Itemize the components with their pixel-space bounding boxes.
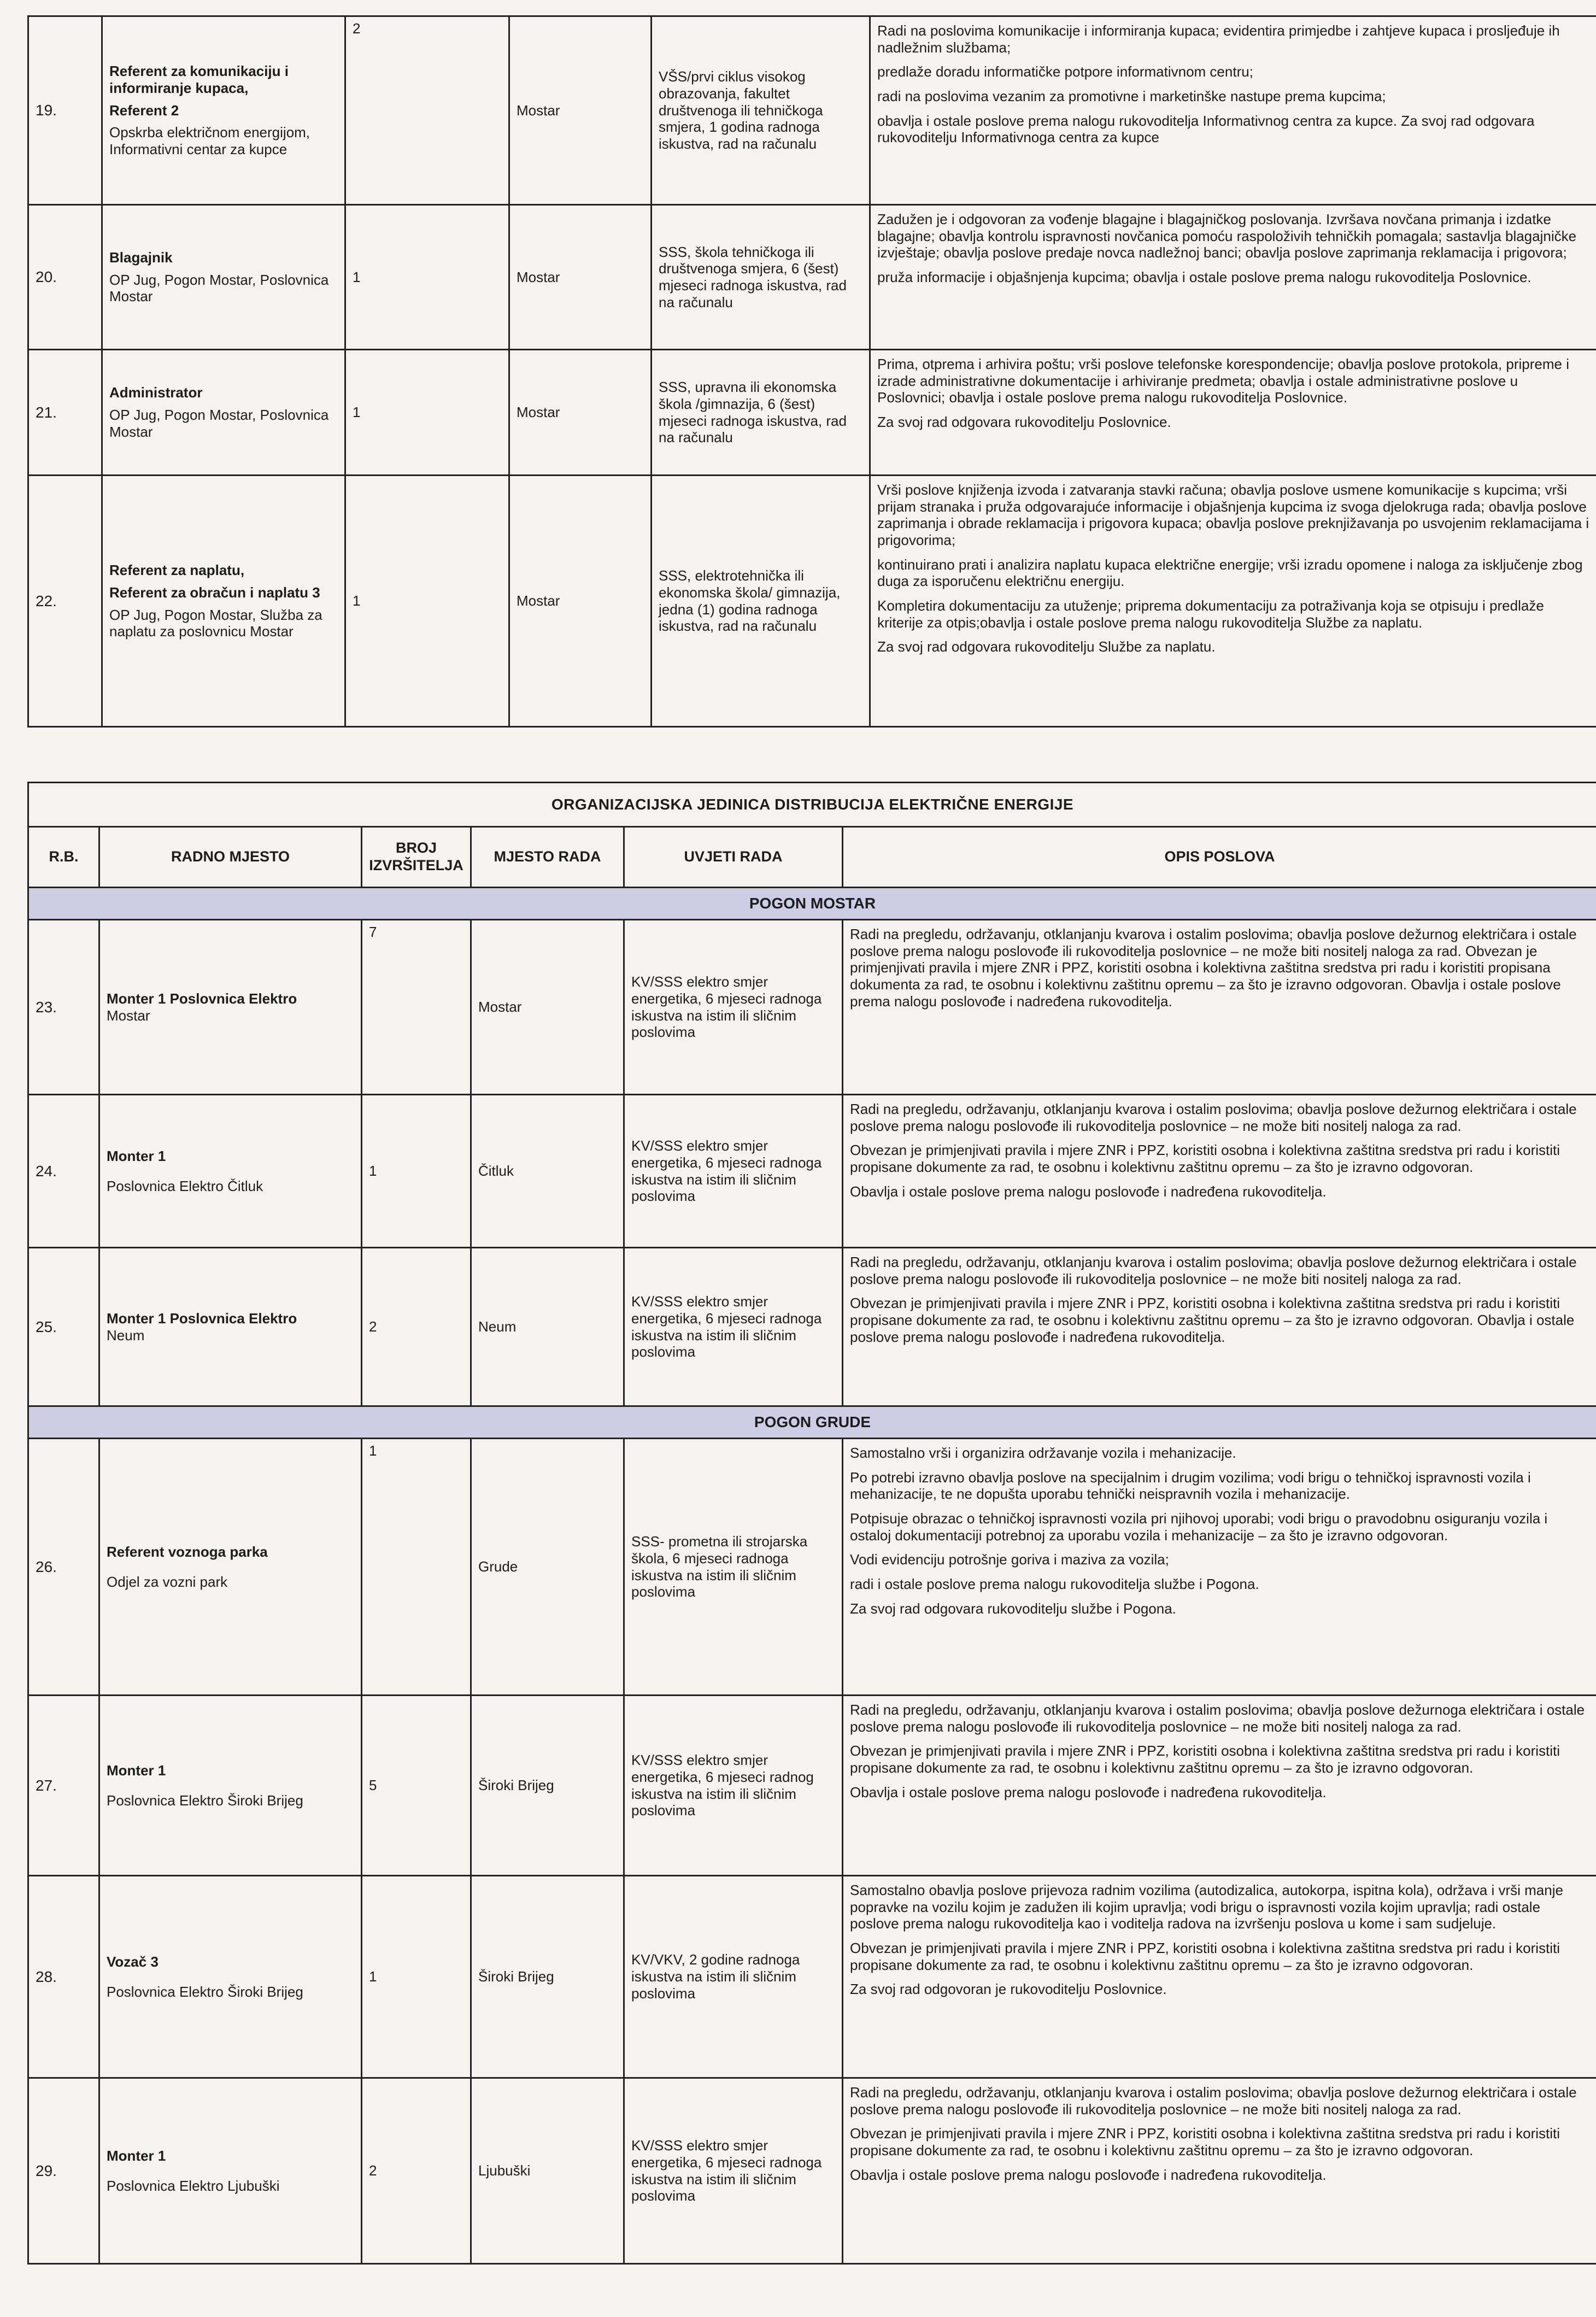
position-cell (99, 1248, 362, 1406)
duty-paragraph: Za svoj rad odgovara rukovoditelju Poslovnice. (877, 414, 1171, 431)
row-number: 19. (28, 16, 102, 205)
duty-paragraph: Obvezan je primjenjivati pravila i mjere ZNR i PPZ, koristiti osobna i kolektivna zaštitna sredstva pri radu i koristiti propisane dokumente za rad, te osobnu i kolektivnu zaštitnu opremu – za što je izravno odgovoran. (850, 1940, 1560, 1973)
work-location: Mostar (509, 205, 652, 350)
position-title: Referent za obračun i naplatu 3 (109, 584, 320, 601)
organizational-unit: OP Jug, Pogon Mostar, Služba za naplatu za poslovnicu Mostar (109, 606, 322, 640)
job-description (843, 1095, 1596, 1248)
duty-paragraph: radi i ostale poslove prema nalogu rukovoditelja službe i Pogona. (850, 1576, 1259, 1593)
duty-paragraph: Radi na pregledu, održavanju, otklanjanju kvarova i ostalim poslovima; obavlja poslove dežurnoga električara i ostale poslove prema nalogu poslovođe ili rukovoditelja poslovnice – ne može biti nositelj naloga za rad. (850, 1702, 1585, 1735)
position-title: Referent 2 (109, 102, 179, 119)
job-description (870, 350, 1596, 476)
table-row (28, 1095, 1596, 1248)
work-location: Ljubuški (471, 2078, 624, 2264)
work-conditions: KV/SSS elektro smjer energetika, 6 mjeseci radnoga iskustva na istim ili sličnim poslovima (624, 1248, 843, 1406)
employee-count: 1 (362, 1095, 471, 1248)
job-description (843, 1876, 1596, 2078)
row-number: 26. (28, 1439, 99, 1696)
row-number: 20. (28, 205, 102, 350)
job-description (843, 1439, 1596, 1696)
row-number: 21. (28, 350, 102, 476)
duty-paragraph: Radi na poslovima komunikacije i informiranja kupaca; evidentira primjedbe i zahtjeve kupaca i prosljeđuje ih nadležnim službama; (877, 22, 1560, 56)
position-title: Referent za komunikaciju i informiranje kupaca, (109, 63, 289, 96)
duty-paragraph: Radi na pregledu, održavanju, otklanjanju kvarova i ostalim poslovima; obavlja poslove dežurnog električara i ostale poslove prema nalogu poslovođe ili rukovoditelja poslovnice – ne može biti nositelj naloga za rad. (850, 1254, 1577, 1287)
position-title: Vozač 3 (107, 1953, 159, 1970)
employee-count: 5 (362, 1696, 471, 1876)
duty-paragraph: Obvezan je primjenjivati pravila i mjere ZNR i PPZ, koristiti osobna i kolektivna zaštitna sredstva pri radu i koristiti propisane dokumente za rad, te osobnu i kolektivnu zaštitnu opremu – za što je izravno odgovoran. Obavlja i ostale poslove prema nalogu poslovođe i nadređena rukovoditelja. (850, 1295, 1575, 1345)
duty-paragraph: pruža informacije i objašnjenja kupcima; obavlja i ostale poslove prema nalogu rukovoditelja Poslovnice. (877, 269, 1532, 286)
job-description (843, 2078, 1596, 2264)
position-cell (102, 16, 345, 205)
work-conditions: KV/SSS elektro smjer energetika, 6 mjeseci radnoga iskustva na istim ili sličnim poslovima (624, 920, 843, 1095)
section-title: POGON MOSTAR (28, 888, 1596, 920)
duty-paragraph: Zadužen je i odgovoran za vođenje blagajne i blagajničkog poslovanja. Izvršava novčana primanja i izdatke blagajne; obavlja kontrolu ispravnosti novčanica pomoću raspoloživih tehničkih pomagala; sastavlja blagajničke izvještaje; obavlja poslove predaje novca nadležnoj banci; obavlja poslove zaprimanja reklamacija i prigovora; (877, 211, 1577, 261)
job-description (870, 476, 1596, 727)
table-row (28, 2078, 1596, 2264)
duty-paragraph: Samostalno vrši i organizira održavanje vozila i mehanizacije. (850, 1445, 1236, 1461)
table-row (28, 476, 1596, 727)
employee-count: 2 (362, 2078, 471, 2264)
duty-paragraph: kontinuirano prati i analizira naplatu kupaca električne energije; vrši izradu opomene i naloga za isključenje zbog duga za isporučenu električnu energiju. (877, 556, 1583, 590)
position-cell (102, 476, 345, 727)
duty-paragraph: Prima, otprema i arhivira poštu; vrši poslove telefonske korespondencije; obavlja poslove protokola, pripreme i izrade administrativne dokumentacije i arhiviranje predmeta; obavlja i ostale administrativne poslove u Poslovnici; obavlja i ostale poslove prema nalogu rukovoditelja Poslovnice. (877, 356, 1569, 406)
table-row (28, 205, 1596, 350)
table-row (28, 16, 1596, 205)
position-cell (99, 920, 362, 1095)
position-title: Monter 1 (107, 2147, 166, 2164)
organizational-unit: Poslovnica Elektro Široki Brijeg (107, 1983, 303, 2000)
employee-count: 1 (345, 205, 509, 350)
position-title: Monter 1 (107, 1147, 166, 1164)
work-location: Mostar (471, 920, 624, 1095)
position-cell (99, 1439, 362, 1696)
position-cell (99, 1696, 362, 1876)
work-conditions: KV/SSS elektro smjer energetika, 6 mjeseci radnog iskustva na istim ili sličnim poslovima (624, 1696, 843, 1876)
duty-paragraph: Vrši poslove knjiženja izvoda i zatvaranja stavki računa; obavlja poslove usmene komunikacije s kupcima; vrši prijam stranaka i pruža odgovarajuće informacije i objašnjenja kupcima iz svoga djelokruga rada; obavlja poslove zaprimanja i obrade reklamacija i prigovora kupaca; obavlja poslove preknjižavanja po usvojenim reklamacijama i prigovorima; (877, 482, 1589, 549)
employee-count: 1 (362, 1439, 471, 1696)
table-row (28, 350, 1596, 476)
position-title: Monter 1 (107, 1762, 166, 1779)
position-title: Referent voznoga parka (107, 1543, 268, 1560)
distribution-job-table (27, 782, 1596, 2265)
employee-count: 1 (345, 476, 509, 727)
work-location: Grude (471, 1439, 624, 1696)
duty-paragraph: Radi na pregledu, održavanju, otklanjanju kvarova i ostalim poslovima; obavlja poslove dežurnog električara i ostale poslove prema nalogu poslovođe ili rukovoditelja poslovnice – ne može biti nositelj naloga za rad. Obvezan je primjenjivati pravila i mjere ZNR i PPZ, koristiti osobna i kolektivna zaštitna sredstva pri radu i koristiti propisana dokumenta za rad, te osobnu i kolektivnu zaštitnu opremu – za što je izravno odgovoran. Obavlja i ostale poslove prema nalogu poslovođe i nadređena rukovoditelja. (850, 926, 1577, 1010)
section-row (28, 888, 1596, 920)
position-title: Monter 1 Poslovnica Elektro (107, 1310, 297, 1327)
organizational-unit: Odjel za vozni park (107, 1573, 228, 1590)
row-number: 28. (28, 1876, 99, 2078)
duty-paragraph: Obvezan je primjenjivati pravila i mjere ZNR i PPZ, koristiti osobna i kolektivna zaštitna sredstva pri radu i koristiti propisane dokumente za rad, te osobnu i kolektivnu zaštitnu opremu – za što je izravno odgovoran. (850, 2125, 1560, 2159)
duty-paragraph: Po potrebi izravno obavlja poslove na specijalnim i drugim vozilima; vodi brigu o tehničkoj ispravnosti vozila i mehanizacije, te ne dopušta uporabu tehnički neispravnih vozila i mehanizacije. (850, 1469, 1531, 1503)
duty-paragraph: Za svoj rad odgovara rukovoditelju službe i Pogona. (850, 1600, 1176, 1617)
duty-paragraph: Obvezan je primjenjivati pravila i mjere ZNR i PPZ, koristiti osobna i kolektivna zaštitna sredstva pri radu i koristiti propisane dokumente za rad, te osobnu i kolektivnu zaštitnu opremu – za što je izravno odgovoran. (850, 1142, 1560, 1176)
position-cell (99, 2078, 362, 2264)
duty-paragraph: Vodi evidenciju potrošnje goriva i maziva za vozila; (850, 1551, 1169, 1568)
job-description (843, 1248, 1596, 1406)
header-location: MJESTO RADA (471, 827, 624, 888)
work-conditions: SSS- prometna ili strojarska škola, 6 mjeseci radnoga iskustva na istim ili sličnim poslovima (624, 1439, 843, 1696)
work-location: Mostar (509, 16, 652, 205)
work-conditions: KV/SSS elektro smjer energetika, 6 mjeseci radnoga iskustva na istim ili sličnim poslovima (624, 2078, 843, 2264)
organizational-unit: Opskrba električnom energijom, Informativni centar za kupce (109, 124, 310, 157)
duty-paragraph: radi na poslovima vezanim za promotivne i marketinške nastupe prema kupcima; (877, 88, 1386, 105)
header-count: BROJ IZVRŠITELJA (362, 827, 471, 888)
work-conditions: SSS, upravna ili ekonomska škola /gimnazija, 6 (šest) mjeseci radnoga iskustva, rad na računalu (652, 350, 870, 476)
organizational-unit: OP Jug, Pogon Mostar, Poslovnica Mostar (109, 271, 329, 305)
position-cell (99, 1876, 362, 2078)
row-number: 24. (28, 1095, 99, 1248)
organizational-unit: Poslovnica Elektro Čitluk (107, 1177, 263, 1194)
work-location: Neum (471, 1248, 624, 1406)
table-row (28, 1439, 1596, 1696)
organizational-unit: Poslovnica Elektro Široki Brijeg (107, 1792, 303, 1809)
duty-paragraph: Obavlja i ostale poslove prema nalogu poslovođe i nadređena rukovoditelja. (850, 2166, 1327, 2183)
work-location: Široki Brijeg (471, 1876, 624, 2078)
table-title-row (28, 783, 1596, 827)
row-number: 23. (28, 920, 99, 1095)
position-title: Monter 1 Poslovnica Elektro (107, 990, 297, 1007)
position-cell (102, 350, 345, 476)
organizational-unit: Poslovnica Elektro Ljubuški (107, 2177, 280, 2194)
duty-paragraph: Za svoj rad odgovara rukovoditelju Službe za naplatu. (877, 638, 1216, 655)
duty-paragraph: Za svoj rad odgovoran je rukovoditelju Poslovnice. (850, 1981, 1167, 1998)
job-description (843, 920, 1596, 1095)
duty-paragraph: Samostalno obavlja poslove prijevoza radnim vozilima (autodizalica, autokorpa, ispitna kola), održava i vrši manje popravke na vozilu kojim je zadužen ili kojim upravlja; vodi brigu o ispravnosti vozila kojim upravlja; radi ostale poslove prema nalogu rukovoditelja kao i voditelja radova na izvršenju poslova u kome i sam sudjeluje. (850, 1882, 1563, 1932)
header-row (28, 827, 1596, 888)
row-number: 25. (28, 1248, 99, 1406)
work-location: Široki Brijeg (471, 1696, 624, 1876)
work-conditions: SSS, elektrotehnička ili ekonomska škola/ gimnazija, jedna (1) godina radnoga iskustva, rad na računalu (652, 476, 870, 727)
duty-paragraph: Kompletira dokumentaciju za utuženje; priprema dokumentaciju za potraživanja koja se otpisuju i predlaže kriterije za otpis;obavlja i ostale poslove prema nalogu rukovoditelja Službe za naplatu. (877, 597, 1544, 631)
work-conditions: SSS, škola tehničkoga ili društvenoga smjera, 6 (šest) mjeseci radnoga iskustva, rad na računalu (652, 205, 870, 350)
header-rb: R.B. (28, 827, 99, 888)
organizational-unit: OP Jug, Pogon Mostar, Poslovnica Mostar (109, 407, 329, 440)
work-conditions: KV/VKV, 2 godine radnoga iskustva na istim ili sličnim poslovima (624, 1876, 843, 2078)
position-title: Administrator (109, 384, 203, 401)
employee-count: 7 (362, 920, 471, 1095)
header-position: RADNO MJESTO (99, 827, 362, 888)
employee-count: 1 (362, 1876, 471, 2078)
position-title: Referent za naplatu, (109, 562, 245, 579)
duty-paragraph: obavlja i ostale poslove prema nalogu rukovoditelja Informativnog centra za kupce. Za svoj rad odgovara rukovoditelju Informativnoga centra za kupce (877, 112, 1535, 146)
duty-paragraph: Potpisuje obrazac o tehničkoj ispravnosti vozila pri njihovoj uporabi; vodi brigu o pravodobnu osiguranju vozila i ostaloj dokumentaciji potrebnoj za uporabu vozila i mehanizacije – za što je izravno odgovoran. (850, 1510, 1548, 1544)
table-row (28, 920, 1596, 1095)
work-conditions: KV/SSS elektro smjer energetika, 6 mjeseci radnoga iskustva na istim ili sličnim poslovima (624, 1095, 843, 1248)
employee-count: 2 (362, 1248, 471, 1406)
table-row (28, 1248, 1596, 1406)
table-title: ORGANIZACIJSKA JEDINICA DISTRIBUCIJA ELEKTRIČNE ENERGIJE (28, 783, 1596, 827)
work-location: Čitluk (471, 1095, 624, 1248)
row-number: 29. (28, 2078, 99, 2264)
section-title: POGON GRUDE (28, 1406, 1596, 1439)
duty-paragraph: Obavlja i ostale poslove prema nalogu poslovođe i nadređena rukovoditelja. (850, 1183, 1327, 1200)
row-number: 22. (28, 476, 102, 727)
organizational-unit: Neum (107, 1327, 145, 1344)
duty-paragraph: Obavlja i ostale poslove prema nalogu poslovođe i nadređena rukovoditelja. (850, 1784, 1327, 1800)
section-row (28, 1406, 1596, 1439)
position-title: Blagajnik (109, 249, 173, 266)
work-location: Mostar (509, 350, 652, 476)
row-number: 27. (28, 1696, 99, 1876)
work-conditions: VŠS/prvi ciklus visokog obrazovanja, fakultet društvenoga ili tehničkoga smjera, 1 godina radnoga iskustva, rad na računalu (652, 16, 870, 205)
job-description (870, 205, 1596, 350)
job-description (870, 16, 1596, 205)
job-table-continued (27, 15, 1596, 728)
header-conditions: UVJETI RADA (624, 827, 843, 888)
position-cell (102, 205, 345, 350)
employee-count: 1 (345, 350, 509, 476)
duty-paragraph: Radi na pregledu, održavanju, otklanjanju kvarova i ostalim poslovima; obavlja poslove dežurnog električara i ostale poslove prema nalogu poslovođe ili rukovoditelja poslovnice – ne može biti nositelj naloga za rad. (850, 1101, 1577, 1134)
position-cell (99, 1095, 362, 1248)
duty-paragraph: predlaže doradu informatičke potpore informativnom centru; (877, 63, 1253, 80)
table-row (28, 1696, 1596, 1876)
header-duties: OPIS POSLOVA (843, 827, 1596, 888)
work-location: Mostar (509, 476, 652, 727)
employee-count: 2 (345, 16, 509, 205)
organizational-unit: Mostar (107, 1007, 150, 1024)
duty-paragraph: Radi na pregledu, održavanju, otklanjanju kvarova i ostalim poslovima; obavlja poslove dežurnog električara i ostale poslove prema nalogu poslovođe ili rukovoditelja poslovnice – ne može biti nositelj naloga za rad. (850, 2084, 1577, 2117)
job-description (843, 1696, 1596, 1876)
duty-paragraph: Obvezan je primjenjivati pravila i mjere ZNR i PPZ, koristiti osobna i kolektivna zaštitna sredstva pri radu i koristiti propisane dokumente za rad, te osobnu i kolektivnu zaštitnu opremu – za što je izravno odgovoran. (850, 1743, 1560, 1776)
table-row (28, 1876, 1596, 2078)
